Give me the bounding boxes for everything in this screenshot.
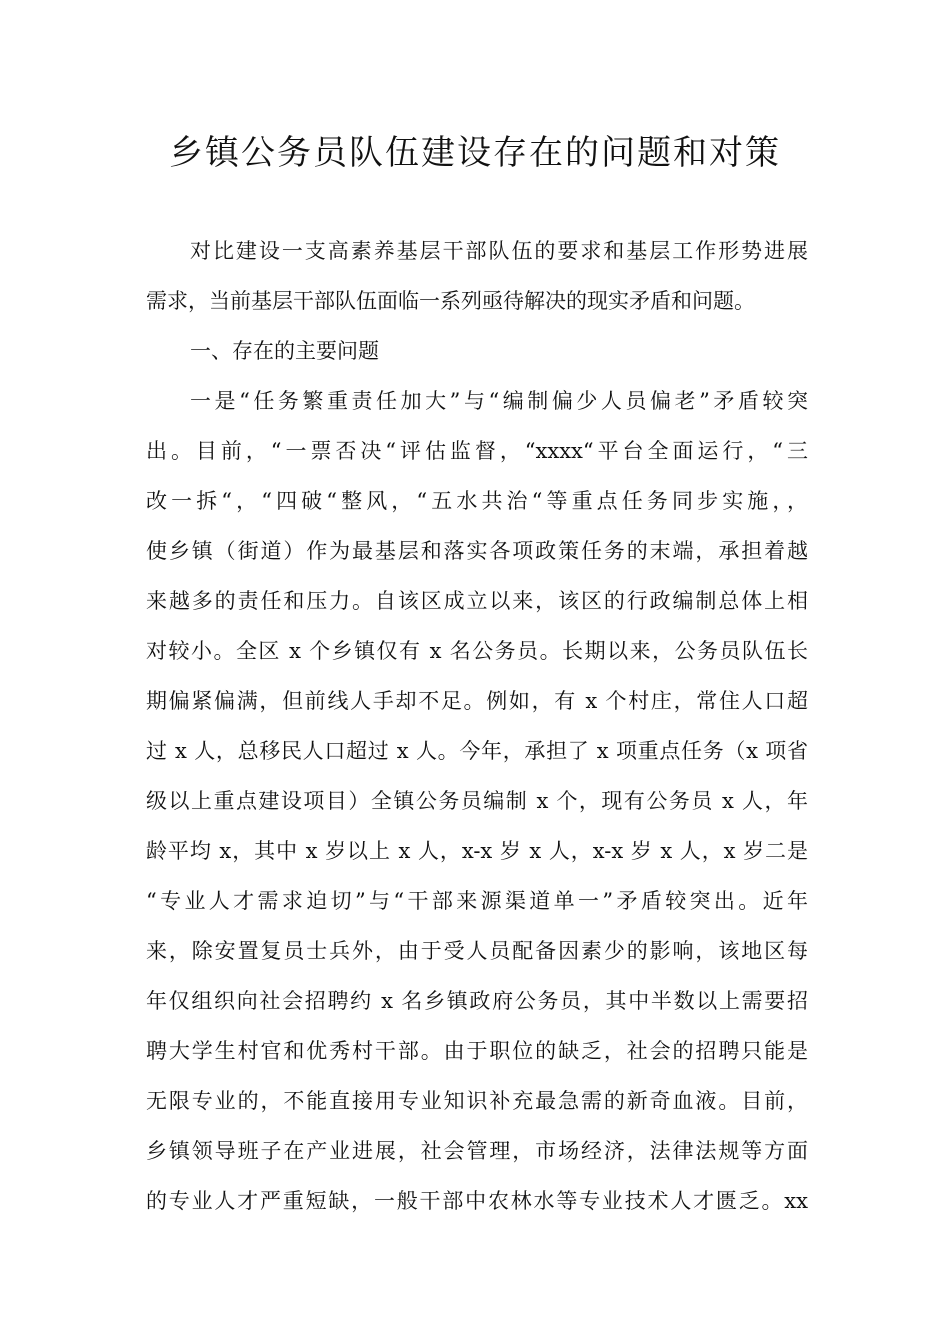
body-line: 出。目前，“一票否决“评估监督，“xxxx“平台全面运行，“三 [146,439,808,463]
body-line: 乡镇领导班子在产业进展，社会管理，市场经济，法律法规等方面 [146,1139,808,1163]
body-line: 对较小。全区 x 个乡镇仅有 x 名公务员。长期以来，公务员队伍长 [146,639,808,663]
body-line: 的专业人才严重短缺，一般干部中农林水等专业技术人才匮乏。xx [146,1189,808,1213]
body-line: 需求，当前基层干部队伍面临一系列亟待解决的现实矛盾和问题。 [146,289,755,313]
body-line: 来，除安置复员士兵外，由于受人员配备因素少的影响，该地区每 [146,939,808,963]
body-line: 聘大学生村官和优秀村干部。由于职位的缺乏，社会的招聘只能是 [146,1039,808,1063]
body-line: 年仅组织向社会招聘约 x 名乡镇政府公务员，其中半数以上需要招 [146,989,808,1013]
body-line: 改一拆“，“四破“整风，“五水共治“等重点任务同步实施，， [146,489,808,513]
body-line: 使乡镇（街道）作为最基层和落实各项政策任务的末端，承担着越 [146,539,808,563]
body-line: 一是“任务繁重责任加大”与“编制偏少人员偏老”矛盾较突 [190,389,808,413]
body-line: 来越多的责任和压力。自该区成立以来，该区的行政编制总体上相 [146,589,808,613]
body-line: 期偏紧偏满，但前线人手却不足。例如，有 x 个村庄，常住人口超 [146,689,808,713]
body-line: 一、存在的主要问题 [190,339,379,363]
body-line: 对比建设一支高素养基层干部队伍的要求和基层工作形势进展 [190,239,808,263]
body-line: 级以上重点建设项目）全镇公务员编制 x 个，现有公务员 x 人，年 [146,789,808,813]
body-line: 过 x 人，总移民人口超过 x 人。今年，承担了 x 项重点任务（x 项省 [146,739,808,763]
document-body [146,226,808,1226]
body-line: 龄平均 x，其中 x 岁以上 x 人，x-x 岁 x 人，x-x 岁 x 人，x 岁二是 [146,839,808,863]
document-title: 乡镇公务员队伍建设存在的问题和对策 [169,133,781,173]
body-line: “专业人才需求迫切”与“干部来源渠道单一”矛盾较突出。近年 [146,889,808,913]
body-line: 无限专业的，不能直接用专业知识补充最急需的新奇血液。目前， [146,1089,808,1113]
